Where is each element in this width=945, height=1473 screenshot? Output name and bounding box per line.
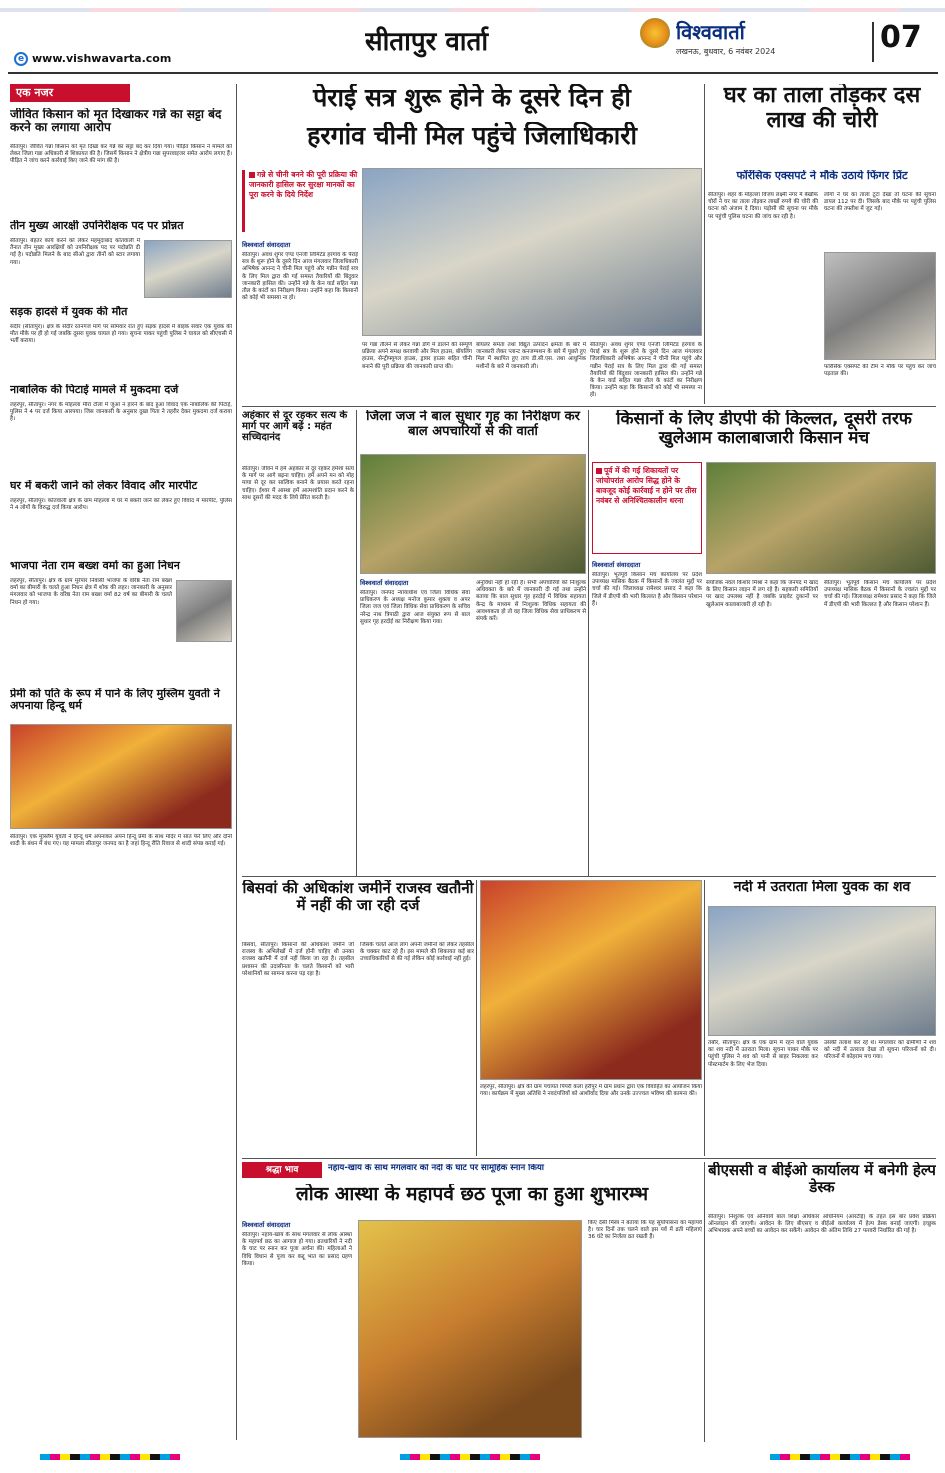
dap-byline: विश्ववार्ता संवाददाता xyxy=(592,561,641,569)
column-divider xyxy=(704,880,705,1156)
helpdesk-body: सीतापुर। निशुल्क एवं अनिवार्य बाल शिक्षा अधिकार अधिनियम (आरटीई) के तहत इस बार प्रवेश प्रक्रिया ऑनलाइन की जाएगी। आवेदन के लिए बीएसए व बीईओ कार्यालय में हेल्प डेस्क बनाई जाएगी। इच्छुक अभिभावक अपने बच्चों का आवेदन कर सकेंगे। आवेदन की अंतिम तिथि 27 फरवरी निर्धारित की गई है। xyxy=(708,1214,936,1235)
item-heading: नाबालिक की पिटाई मामले में मुकदमा दर्ज xyxy=(10,384,179,396)
dap-body-2: संयोजक नवल किशोर मिश्रा ने कहा कि जनपद में खाद के लिए किसान लाइन में लग रहे हैं। सहकारी समितियों पर खाद उपलब्ध नहीं है जबकि प्राइवेट दुकानों पर खुलेआम कालाबाजारी हो रही है। xyxy=(706,580,818,608)
column-divider xyxy=(236,84,237,1440)
item-text: सीतापुर। बेहतर कार्य करने को लेकर महमूदाबाद कोतवाली में तैनात तीन मुख्य आरक्षियों को उपनिरीक्षक पद पर पदोन्नति दी गई है। पदोन्नति मिलने के बाद सीओ द्वारा तीनों को स्टार लगाया गया। xyxy=(10,238,140,266)
chhath-story xyxy=(242,1162,702,1442)
mass-wedding-photo xyxy=(480,880,702,1080)
theft-subhead: फॉरेंसिक एक्सपर्ट ने मौके उठाये फिंगर प्रिंट xyxy=(736,170,908,182)
lead-body-3: बॉयलर समता तथा विद्युत उत्पादन क्षमता के बारे में जानकारी लेकर प्लान्ट कनजम्पशन के बारे में पूछते हुए मिल में स्थापित हुए ताप डी.सी.एस. तथा आधुनिक मशीनों के बारे में जानकारी ली। xyxy=(476,342,586,370)
judge-body: सीतापुर। जनपद न्यायाधीश एवं जिला विधिक सेवा प्राधिकरण के अध्यक्ष मनोज कुमार शुक्ला व अपर जिला जज एवं जिला विधिक सेवा प्राधिकरण के सचिव नरेन्द्र नाथ त्रिपाठी द्वारा आज संयुक्त रूप से बाल सुधार गृह हरदोई का निरीक्षण किया गया। xyxy=(360,590,470,625)
lead-callout xyxy=(242,170,358,232)
police-photo xyxy=(144,240,232,298)
lead-headline-line1: पेराई सत्र शुरू होने के दूसरे दिन ही xyxy=(313,84,631,112)
river-photo xyxy=(708,906,936,1036)
item-heading: घर में बकरी जाने को लेकर विवाद और मारपीट xyxy=(10,480,198,492)
helpdesk-headline: बीएससी व बीईओ कार्यालय में बनेगी हेल्प डेस्क xyxy=(708,1162,936,1196)
judge-body-2: अनुविधा नहीं हो रही है। सभी अपचारियों को निःशुल्क अधिवक्ता के बारे में जानकारी दी गई तथा उन्होंने बताया कि बाल सुधार गृह हरदोई में विधिक सहायता केन्द्र के माध्यम से निःशुल्क विधिक सहायता की आवश्यकता हो तो वह जिला विधिक सेवा प्राधिकरण से संपर्क करें। xyxy=(476,580,586,623)
theft-story xyxy=(708,84,936,404)
masthead xyxy=(0,0,945,75)
cmyk-bar xyxy=(400,1454,540,1460)
lead-story xyxy=(242,84,702,404)
judge-story xyxy=(360,410,586,876)
dap-callout-text: पूर्व में की गई शिकायतों पर जांचोपरांत आरोप सिद्ध होने के बावजूद कोई कार्रवाई न होने पर तीस नवंबर से अनिश्चितकालीन धरना xyxy=(596,466,697,505)
lahrpur-caption: लहरपुर, सीतापुर। क्षेत्र की ग्राम पंचायत पिपरी कला हरीपुर में ग्राम प्रधान द्वारा एक विवाहित का आयोजन किया गया। कार्यक्रम में मुख्य अतिथि ने नवदंपत्तियों को आशीर्वाद दिया और उनके उज्ज्वल भविष्य की कामना की। xyxy=(480,1084,702,1098)
bullet-icon xyxy=(249,172,255,178)
bisvan-headline: बिसवां की अधिकांश जमीनें राजस्व खतौनी में नहीं की जा रही दर्ज xyxy=(242,880,474,914)
dap-body: सीतापुर। भूतपूर्व किसान मंच कार्यालय पर प्रदेश उपाध्यक्ष मासिक बैठक में किसानों के ज्वलंत मुद्दों पर चर्चा की गई। जिलाध्यक्ष रामेश्वर प्रसाद ने कहा कि जिले में डीएपी की भारी किल्लत है और किसान परेशान हैं। xyxy=(592,572,702,607)
dap-headline: किसानों के लिए डीएपी की किल्लत, दूसरी तरफ खुलेआम कालाबाजारी किसान मंच xyxy=(616,410,912,449)
item-text: लहरपुर, सीतापुर। क्षेत्र के ग्राम मुरेपार निवासी भाजपा के वरिष्ठ नेता राम बख्श वर्मा का बीमारी के चलते हुआ निधन क्षेत्र में शोक की लहर। जानकारी के अनुसार मंगलवार को भाजपा के वरिष्ठ नेता राम बख्श वर्मा 82 वर्ष का बीमारी के चलते निधन हो गया। xyxy=(10,578,172,606)
chhath-photo xyxy=(358,1220,582,1438)
lead-callout-text: गन्ने से चीनी बनने की पूरी प्रक्रिया की जानकारी हासिल कर सुरक्षा मानकों का पूरा करने के दिये निर्देश xyxy=(249,170,358,199)
dap-photo xyxy=(706,462,936,574)
mahant-story xyxy=(242,410,354,876)
chhath-tag: श्रद्धा भाव xyxy=(242,1162,322,1178)
section-rule xyxy=(242,406,936,407)
dap-body-3: सीतापुर। भूतपूर्व किसान मंच कार्यालय पर प्रदेश उपाध्यक्ष मासिक बैठक में किसानों के ज्वलंत मुद्दों पर चर्चा की गई। जिलाध्यक्ष रामेश्वर प्रसाद ने कहा कि जिले में डीएपी की भारी किल्लत है और किसान परेशान हैं। xyxy=(824,580,936,608)
cmyk-bar xyxy=(40,1454,180,1460)
print-color-strip xyxy=(0,1452,945,1464)
chhath-headline: लोक आस्था के महापर्व छठ पूजा का हुआ शुभारम्भ xyxy=(295,1184,649,1205)
theft-body-2: लोगों ने घर का ताला टूटा देखा तो घटना की सूचना डायल 112 पर दी। जिसके बाद मौके पर पहुंची पुलिस घटना की तफ्तीश में जुट गई। xyxy=(824,192,936,213)
column-divider xyxy=(476,880,477,1156)
obituary-portrait xyxy=(176,580,232,642)
theft-body: सीतापुर। शहर के मोहल्ला विजय लक्ष्मी नगर में बेखौफ चोरों ने घर का ताला तोड़कर लाखों रुपये की चोरी की घटना को अंजाम दे दिया। पड़ोसी की सूचना पर मौके पर पहुंची पुलिस घटना की जांच कर रही है। xyxy=(708,192,818,220)
item-text: लहरपुर, सीतापुर। कोतवाली क्षेत्र के ग्राम मोहल्ला में घर में बकरी जाने को लेकर हुए विवाद में मारपीट, पुलिस ने 4 लोगों के विरुद्ध दर्ज किया आरोप। xyxy=(10,498,232,512)
judge-photo xyxy=(360,454,586,574)
masthead-rule xyxy=(8,72,938,74)
item-text: सीतापुर। एक मुस्लिम युवती ने हिन्दू धर्म अपनाकर अपने हिन्दू प्रेमी के साथ मंदिर में सात फेरे लिए और दोनों शादी के बंधन में बंध गए। यह मामला सीतापुर जनपद का है जहां हिन्दू रीति रिवाज से शादी संपन्न कराई गई। xyxy=(10,834,232,848)
item-text: लहरपुर, सीतापुर। नगर के मोहल्ला मीरा टोला में जुआ न हारने के बाद हुआ विवाद एक नाबालिक की पिटाई, पुलिस ने 4 पर दर्ज किया आरपया। जिस जानकारी के अनुसार दुखा पिता ने तहरीर देकर मुकदमा दर्ज कराया है। xyxy=(10,402,232,423)
masthead-divider xyxy=(872,22,874,62)
lead-body-4: सीतापुर। अवध शुगर एण्ड एनर्जी लिमिटेड हरगांव के पेराई सत्र के शुरू होने के दूसरे दिन आज मंगलवार जिलाधिकारी अभिषेक आनन्द ने चीनी मिल पहुंचे और गन्नीन पेराई सत्र के लिए मिल द्वारा की गई समस्त तैयारियों की बिंदुवार जानकारी हासिल की। उन्होंने गन्ने के केन यार्ड सहित गन्ना तौल के कांटों का निरीक्षण किया। उन्होंने कहा कि किसानों को कोई भी समस्या ना हो। xyxy=(590,342,702,399)
river-headline: नदी में उतराता मिला युवक का शव xyxy=(733,880,911,895)
bisvan-body-2: जिसके चलते आज लोग अपनी जमीनों को लेकर तहसील के चक्कर काट रहे हैं। इस मामले की शिकायत कई बार उच्चाधिकारियों से की गई लेकिन कोई कार्रवाई नहीं हुई। xyxy=(360,942,474,963)
item-heading: तीन मुख्य आरक्षी उपनिरीक्षक पद पर प्रोन्नत xyxy=(10,220,184,232)
cmyk-bar xyxy=(770,1454,910,1460)
chhath-kicker: नहाय-खाय के साथ मंगलवार को नदी के घाट पर सामूहिक स्नान किया xyxy=(328,1164,544,1173)
lead-byline: विश्ववार्ता संवाददाता xyxy=(242,241,291,249)
section-rule xyxy=(242,876,936,877)
bullet-icon xyxy=(596,468,602,474)
lead-headline-line2: हरगांव चीनी मिल पहुंचे जिलाधिकारी xyxy=(307,122,637,150)
item-heading: प्रेमी को पति के रूप में पाने के लिए मुस्लिम युवती ने अपनाया हिन्दू धर्म xyxy=(10,688,220,713)
theft-photo xyxy=(824,252,936,360)
column-divider xyxy=(704,1162,705,1442)
lead-photo-mill-visit xyxy=(362,168,702,336)
item-text: सीतापुर। जीवित गन्ना किसान को मृत दिखा कर गन्ने का सट्टा बंद कर दिया गया। पीड़ित किसान ने मामले को लेकर जिला गन्ना अधिकारी से शिकायत की है। जिसमें किसान ने क्षेत्रीय गन्ना सुपरवाइजर समेत आरोप लगाए हैं। पीड़ित ने जांच करने कार्रवाई किए जाने की मांग की है। xyxy=(10,144,232,165)
lahrpur-story xyxy=(480,880,702,1156)
chhath-body-2: किए देसी मिस्त्र ने बताया कि यह सूर्योपासना का महापर्व है। चार दिनों तक चलने वाले इस पर्व में व्रती महिलाएं 36 घंटे का निर्जला व्रत रखती हैं। xyxy=(588,1220,702,1241)
chhath-byline: विश्ववार्ता संवाददाता xyxy=(242,1221,291,1229)
item-heading: सड़क हादसे में युवक की मौत xyxy=(10,306,128,318)
river-body-2: उसकी तलाश कर रहे थे। मंगलवार को ग्रामीणों ने शव को नदी में उतराता देखा तो सूचना परिजनों को दी। परिजनों में कोहराम मच गया। xyxy=(824,1040,936,1061)
dap-callout xyxy=(592,462,702,554)
bisvan-story xyxy=(242,880,474,1156)
lead-body-2: पर गन्ना तौलने से लेकर गन्ना डोंगे में डालने की सम्पूर्ण प्रक्रिया अपने समक्ष करवायी और मिल हाउस, बॉयलिंग हाउस, सेन्ट्रीफ्यूगल हाउस, ड्रायर हाउस सहित चीनी बनाने की पूरी प्रक्रिया की जानकारी प्राप्त की। xyxy=(362,342,472,370)
bisvan-body: बिसवां, सीतापुर। किसानों की अधिकांश जमीनें जो राजस्व के अभिलेखों में दर्ज होनी चाहिए थी उनका राजस्व खतौनी में दर्ज नहीं किया जा रहा है। तहसील प्रशासन की उदासीनता के चलते किसानों को भारी परेशानियों का सामना करना पड़ रहा है। xyxy=(242,942,354,977)
brand-logo-icon xyxy=(640,18,670,48)
judge-byline: विश्ववार्ता संवाददाता xyxy=(360,579,409,587)
river-body: तंबौर, सीतापुर। क्षेत्र के एक ग्राम में रहने वाले युवक का शव नदी में उतराता मिला। सूचना पाकर मौके पर पहुंची पुलिस ने शव को पानी से बाहर निकलवा कर पोस्टमार्टम के लिए भेज दिया। xyxy=(708,1040,818,1068)
helpdesk-story xyxy=(708,1162,936,1442)
theft-caption: फॉरेंसिक एक्सपर्ट की टीम ने मौके पर पहुंच कर जांच पड़ताल की। xyxy=(824,364,936,378)
wedding-photo xyxy=(10,724,232,829)
item-text: संदीर (सीतापुर)। क्षेत्र के सेंदीर रतनगंज मार्ग पर सोमवार रात हुए सड़क हादसे में बाइक सवार एक युवक की मौत मौके पर ही हो गई जबकि दूसरा युवक घायल हो गया। सूचना पाकर पहुंची पुलिस ने घायल को सीएचसी में भर्ती कराया। xyxy=(10,324,232,345)
edition-date: लखनऊ, बुधवार, 6 नवंबर 2024 xyxy=(676,47,776,56)
chhath-body: सीतापुर। नहाय-खाय के साथ मंगलवार से लोक आस्था के महापर्व छठ का आगाज हो गया। व्रतधारियों ने नदी के घाट पर स्नान कर पूजा अर्चना की। महिलाओं ने विधि विधान से पूजा कर कद्दू भात का प्रसाद ग्रहण किया। xyxy=(242,1232,352,1267)
section-title: सीतापुर वार्ता xyxy=(365,27,489,57)
theft-headline: घर का ताला तोड़कर दस लाख की चोरी xyxy=(723,84,921,133)
ek-nazar-tag: एक नजर xyxy=(10,84,130,102)
mahant-body: सीतापुर। जीवन में हमें अहंकार से दूर रहकर हमेशा सत्य के मार्ग पर आगे बढ़ना चाहिए। हमें अपने मन को मोह माया से दूर कर सात्विक बनाने के प्रयास करते रहना चाहिए। ईश्वर में आस्था हमें आत्मशांति प्रदान करने के साथ दूसरों की मदद के लिये प्रेरित करती है। xyxy=(242,466,354,501)
top-color-strip xyxy=(0,8,945,12)
lead-body: सीतापुर। अवध शुगर एण्ड एनर्जी लिमिटेड हरगांव के पेराई सत्र के शुरू होने के दूसरे दिन आज मंगलवार जिलाधिकारी अभिषेक आनन्द ने चीनी मिल पहुंचे और गन्नीन पेराई सत्र के लिए मिल द्वारा की गई समस्त तैयारियों की बिंदुवार जानकारी हासिल की। उन्होंने गन्ने के केन यार्ड सहित गन्ना तौल के कांटों का निरीक्षण किया। उन्होंने कहा कि किसानों को कोई भी समस्या ना हो। xyxy=(242,252,358,302)
left-column xyxy=(10,84,232,1444)
website-link[interactable]: www.vishwavarta.com xyxy=(32,52,172,65)
mahant-headline: अहंकार से दूर रहकर सत्य के मार्ग पर आगे बढ़ें : महंत सच्चिदानंद xyxy=(242,410,348,444)
column-divider xyxy=(356,410,357,876)
page-number: 07 xyxy=(880,20,922,55)
river-story xyxy=(708,880,936,1156)
item-heading: जीवित किसान को मृत दिखाकर गन्ने का सट्टा बंद करने का लगाया आरोप xyxy=(10,108,222,135)
item-heading: भाजपा नेता राम बख्श वर्मा का हुआ निधन xyxy=(10,560,180,572)
judge-headline: जिला जज ने बाल सुधार गृह का निरीक्षण कर बाल अपचारियों से की वार्ता xyxy=(366,410,580,439)
dap-story xyxy=(592,410,936,876)
section-rule xyxy=(242,1158,936,1159)
column-divider xyxy=(588,410,589,876)
browser-icon: e xyxy=(14,52,28,66)
column-divider xyxy=(704,84,705,404)
brand-name: विश्ववार्ता xyxy=(676,20,745,44)
